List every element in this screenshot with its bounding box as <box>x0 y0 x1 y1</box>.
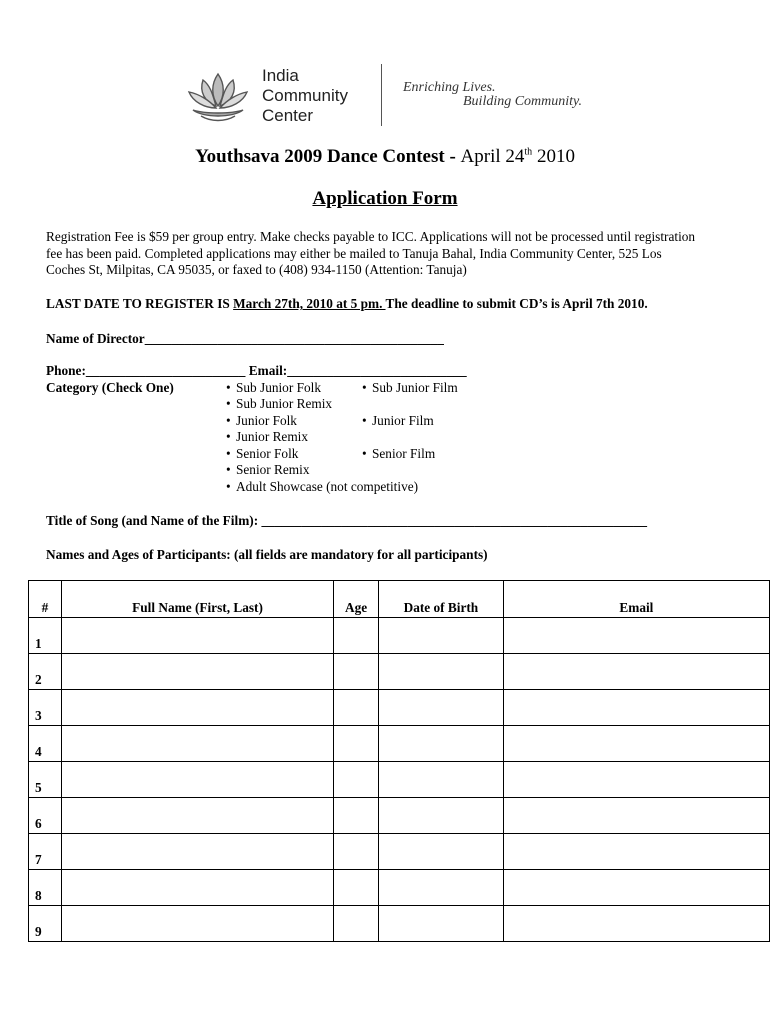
row-number: 4 <box>29 726 62 762</box>
intro-paragraph <box>46 229 736 279</box>
email-cell[interactable] <box>503 762 769 798</box>
category-option-label: Senior Folk <box>236 446 299 461</box>
email-cell[interactable] <box>503 798 769 834</box>
age-cell[interactable] <box>334 798 379 834</box>
title-separator: - <box>444 146 461 167</box>
category-junior-remix[interactable] <box>226 429 308 445</box>
category-option-label: Senior Remix <box>236 462 310 477</box>
header-number: # <box>29 581 62 618</box>
email-cell[interactable] <box>503 870 769 906</box>
category-sub-junior-film[interactable] <box>362 380 458 396</box>
category-option-label: Adult Showcase (not competitive) <box>236 479 419 494</box>
logo-text-line-3: Center <box>262 106 314 125</box>
row-number: 5 <box>29 762 62 798</box>
participants-label: Names and Ages of Participants: (all fields are mandatory for all participants) <box>46 547 488 562</box>
table-header-row <box>29 581 770 618</box>
date-of-birth-cell[interactable] <box>379 798 504 834</box>
age-cell[interactable] <box>334 906 379 942</box>
deadline-prefix: LAST DATE TO REGISTER IS <box>46 296 234 311</box>
bullet-icon: • <box>226 479 231 494</box>
row-number: 7 <box>29 834 62 870</box>
age-cell[interactable] <box>334 834 379 870</box>
participants-table <box>28 580 770 942</box>
form-heading: Application Form <box>312 188 458 209</box>
date-of-birth-cell[interactable] <box>379 834 504 870</box>
intro-line-2: fee has been paid. Completed applications may either be mailed to Tanuja Bahal, India Community Center, 525 Los <box>46 245 662 261</box>
bullet-icon: • <box>226 429 231 444</box>
lotus-logo-icon <box>183 66 253 126</box>
song-title-field[interactable]: Title of Song (and Name of the Film): __________________________________________________________ <box>46 513 648 528</box>
row-number: 9 <box>29 906 62 942</box>
category-option-label: Junior Remix <box>236 429 309 444</box>
bullet-icon: • <box>362 413 367 428</box>
event-name: Youthsava 2009 Dance Contest <box>195 146 445 167</box>
category-adult-showcase[interactable] <box>226 479 418 495</box>
deadline-notice <box>46 296 648 312</box>
age-cell[interactable] <box>334 762 379 798</box>
bullet-icon: • <box>226 462 231 477</box>
full-name-cell[interactable] <box>61 618 333 654</box>
table-row <box>29 654 770 690</box>
email-cell[interactable] <box>503 654 769 690</box>
intro-line-1: Registration Fee is $59 per group entry. Make checks payable to ICC. Applications will not be processed until registration <box>46 229 696 244</box>
logo-divider <box>381 64 382 126</box>
age-cell[interactable] <box>334 690 379 726</box>
age-cell[interactable] <box>334 870 379 906</box>
header-full-name: Full Name (First, Last) <box>61 581 333 618</box>
category-option-label: Sub Junior Film <box>372 380 458 395</box>
full-name-cell[interactable] <box>61 906 333 942</box>
table-row <box>29 762 770 798</box>
table-row <box>29 690 770 726</box>
category-senior-remix[interactable] <box>226 462 310 478</box>
full-name-cell[interactable] <box>61 690 333 726</box>
full-name-cell[interactable] <box>61 798 333 834</box>
email-cell[interactable] <box>503 834 769 870</box>
category-option-label: Junior Film <box>372 413 434 428</box>
table-row <box>29 618 770 654</box>
event-date-suffix-sup: th <box>524 146 533 158</box>
category-sub-junior-remix[interactable] <box>226 396 332 412</box>
header-email: Email <box>503 581 769 618</box>
bullet-icon: • <box>362 446 367 461</box>
bullet-icon: • <box>362 380 367 395</box>
category-junior-folk[interactable] <box>226 413 297 429</box>
category-sub-junior-folk[interactable] <box>226 380 321 396</box>
email-cell[interactable] <box>503 690 769 726</box>
email-cell[interactable] <box>503 726 769 762</box>
phone-email-field[interactable]: Phone:________________________ Email:___________________________ <box>46 363 467 378</box>
bullet-icon: • <box>226 446 231 461</box>
event-date-year: 2010 <box>532 146 575 167</box>
header-date-of-birth: Date of Birth <box>379 581 504 618</box>
intro-line-3: Coches St, Milpitas, CA 95035, or faxed to (408) 934-1150 (Attention: Tanuja) <box>46 262 467 278</box>
table-row <box>29 726 770 762</box>
table-row <box>29 870 770 906</box>
row-number: 3 <box>29 690 62 726</box>
category-option-label: Sub Junior Remix <box>236 396 333 411</box>
email-cell[interactable] <box>503 618 769 654</box>
deadline-suffix: The deadline to submit CD’s is April 7th 2010. <box>385 296 648 311</box>
row-number: 1 <box>29 618 62 654</box>
row-number: 8 <box>29 870 62 906</box>
category-junior-film[interactable] <box>362 413 434 429</box>
category-option-label: Sub Junior Folk <box>236 380 321 395</box>
date-of-birth-cell[interactable] <box>379 654 504 690</box>
logo-text-line-1: India <box>262 66 299 85</box>
category-senior-folk[interactable] <box>226 446 298 462</box>
bullet-icon: • <box>226 396 231 411</box>
row-number: 2 <box>29 654 62 690</box>
category-option-label: Junior Folk <box>236 413 297 428</box>
full-name-cell[interactable] <box>61 654 333 690</box>
header-age: Age <box>334 581 379 618</box>
date-of-birth-cell[interactable] <box>379 726 504 762</box>
event-date: April 24 <box>460 146 525 167</box>
bullet-icon: • <box>226 413 231 428</box>
logo-text-line-2: Community <box>262 86 348 105</box>
table-row <box>29 834 770 870</box>
full-name-cell[interactable] <box>61 762 333 798</box>
full-name-cell[interactable] <box>61 834 333 870</box>
date-of-birth-cell[interactable] <box>379 762 504 798</box>
tagline-line-2: Building Community. <box>463 94 582 109</box>
table-row <box>29 798 770 834</box>
director-name-field[interactable]: Name of Director_____________________________________________ <box>46 331 444 346</box>
tagline-line-1: Enriching Lives. <box>403 80 496 95</box>
bullet-icon: • <box>226 380 231 395</box>
full-name-cell[interactable] <box>61 726 333 762</box>
date-of-birth-cell[interactable] <box>379 906 504 942</box>
category-senior-film[interactable] <box>362 446 435 462</box>
age-cell[interactable] <box>334 654 379 690</box>
date-of-birth-cell[interactable] <box>379 690 504 726</box>
date-of-birth-cell[interactable] <box>379 618 504 654</box>
date-of-birth-cell[interactable] <box>379 870 504 906</box>
row-number: 6 <box>29 798 62 834</box>
table-row <box>29 906 770 942</box>
page-title <box>0 146 770 168</box>
email-cell[interactable] <box>503 906 769 942</box>
full-name-cell[interactable] <box>61 870 333 906</box>
age-cell[interactable] <box>334 726 379 762</box>
category-label: Category (Check One) <box>46 380 174 395</box>
deadline-date: March 27th, 2010 at 5 pm. <box>233 296 386 311</box>
age-cell[interactable] <box>334 618 379 654</box>
category-option-label: Senior Film <box>372 446 436 461</box>
